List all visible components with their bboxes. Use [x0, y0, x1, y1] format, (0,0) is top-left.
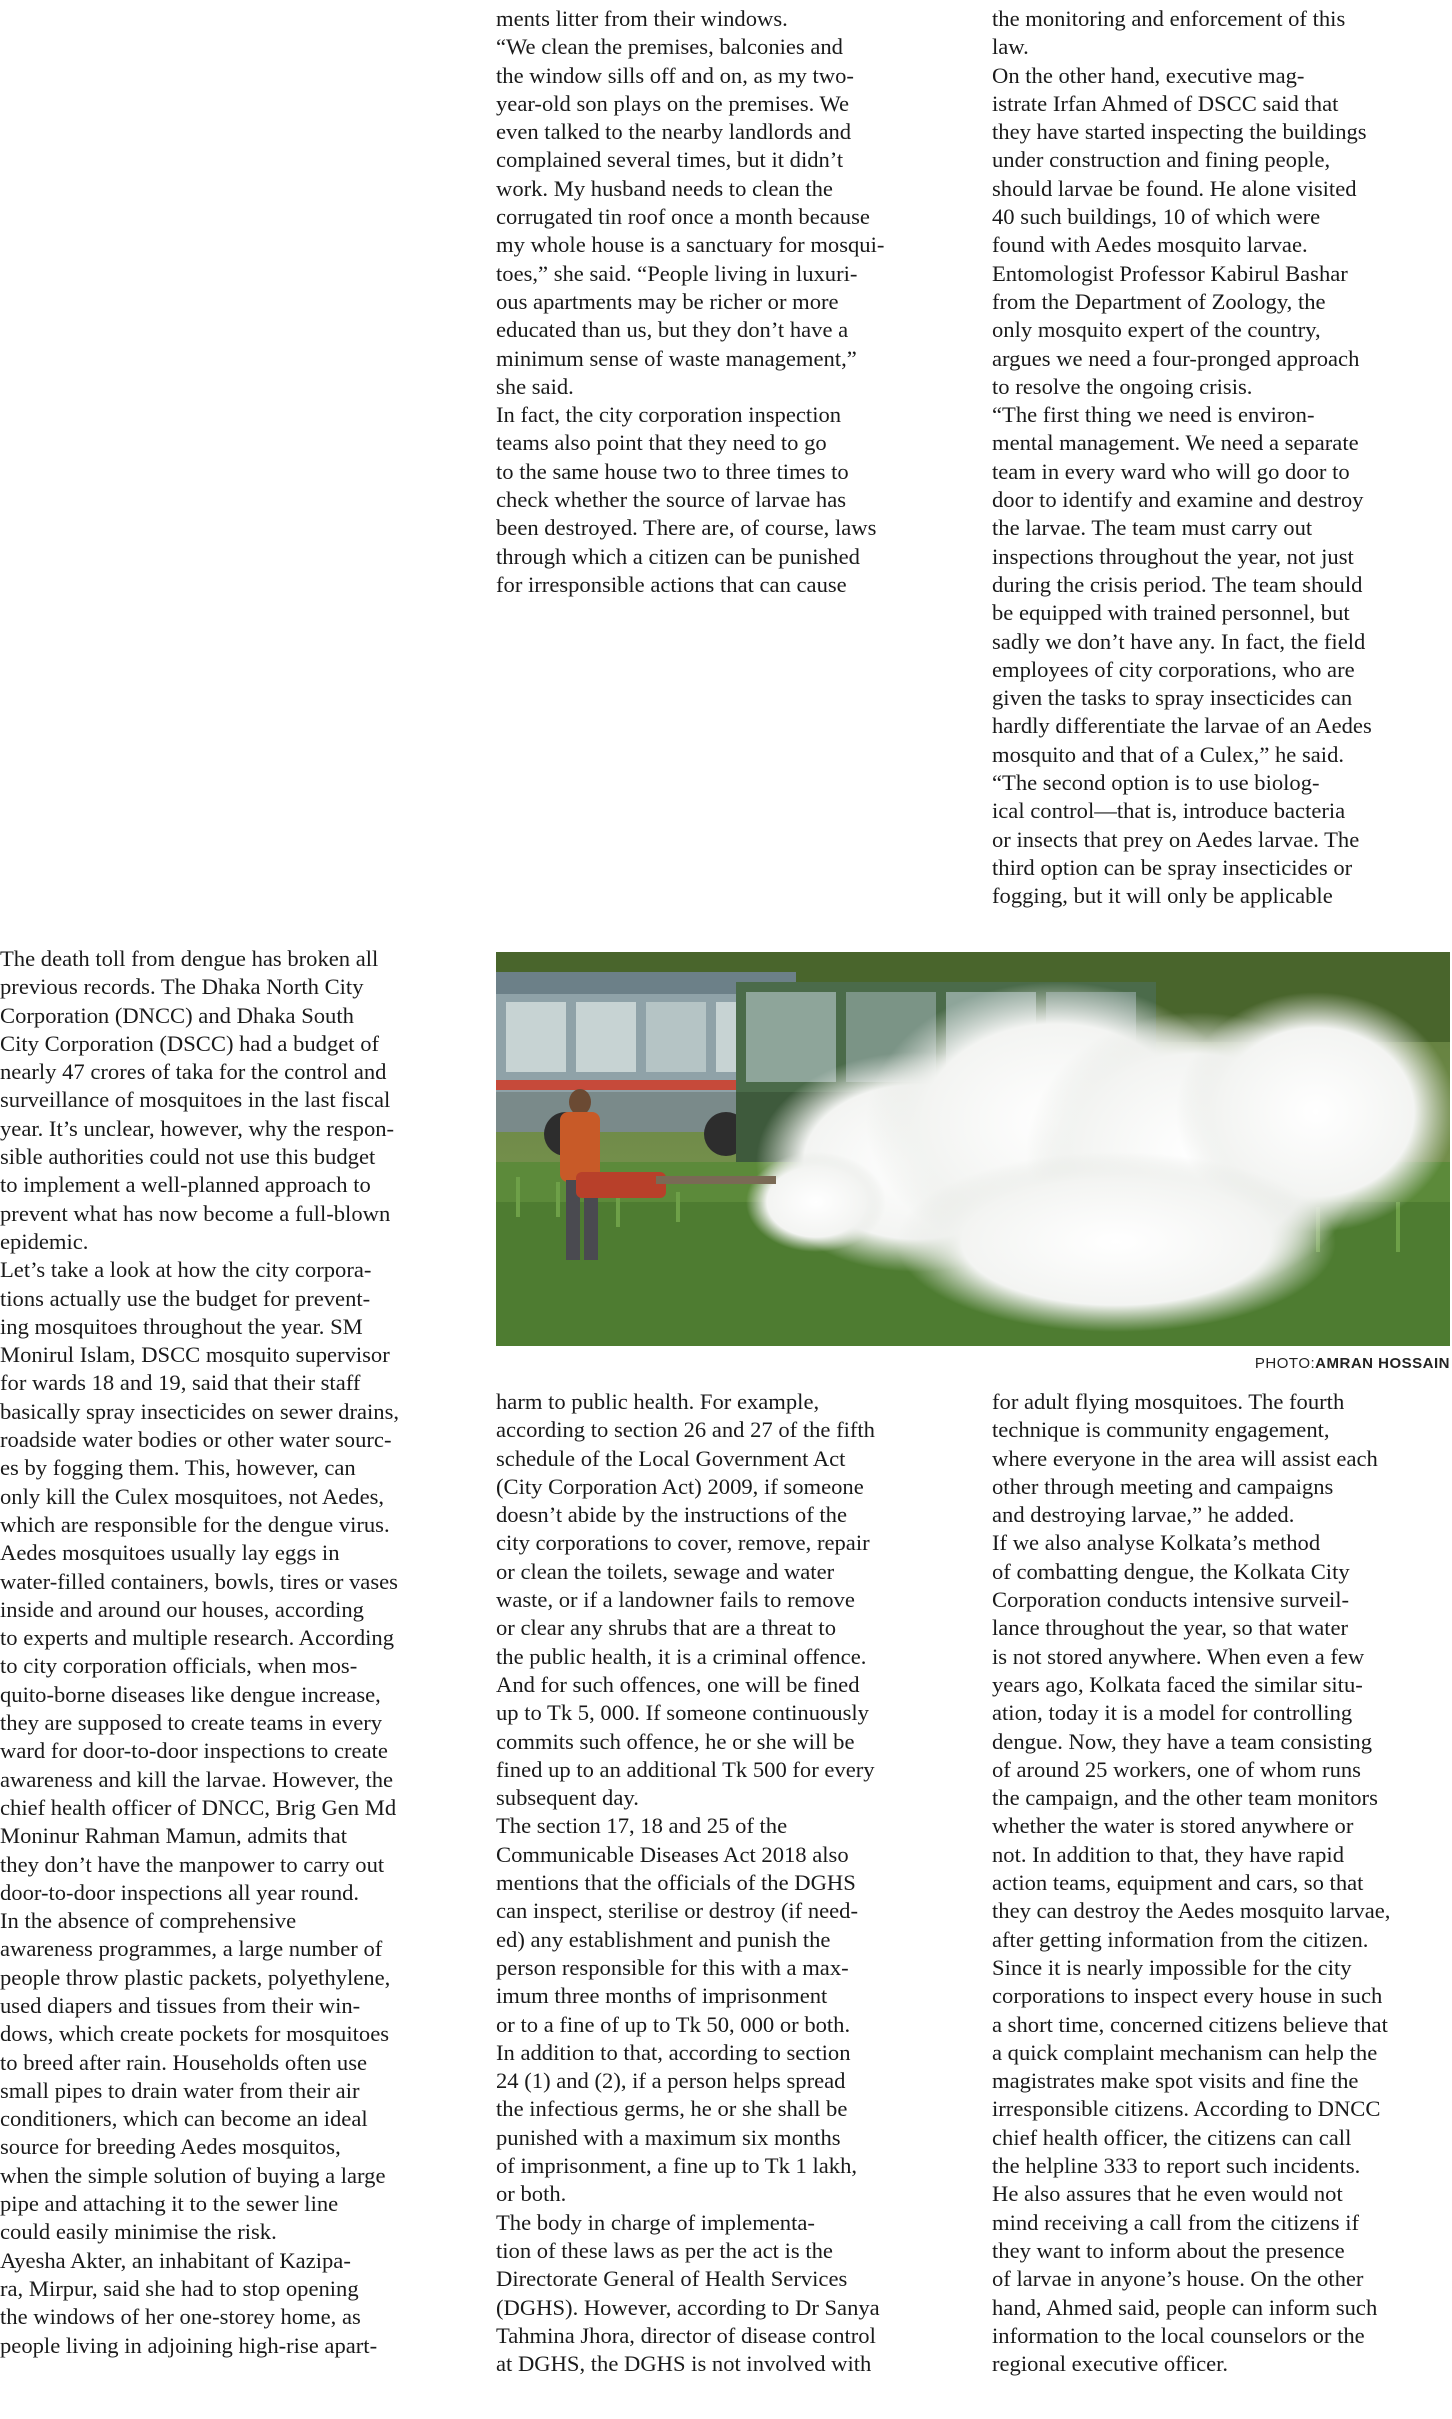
text-line: ous apartments may be richer or more — [496, 288, 839, 314]
text-line: irresponsible citizens. According to DNCC — [992, 2096, 1381, 2122]
text-line: ra, Mirpur, said she had to stop opening — [0, 2275, 359, 2301]
text-line: schedule of the Local Government Act — [496, 1445, 846, 1471]
text-line: after getting information from the citizen. — [992, 1926, 1369, 1952]
text-line: sible authorities could not use this budget — [0, 1144, 376, 1170]
text-line: lance throughout the year, so that water — [992, 1615, 1349, 1641]
text-line: es by fogging them. This, however, can — [0, 1455, 356, 1481]
text-line: year. It’s unclear, however, why the respon- — [0, 1115, 395, 1141]
text-line: Let’s take a look at how the city corpora- — [0, 1257, 372, 1283]
text-line: 24 (1) and (2), if a person helps spread — [496, 2068, 846, 2094]
text-line: a quick complaint mechanism can help the — [992, 2039, 1378, 2065]
text-line: The section 17, 18 and 25 of the — [496, 1813, 788, 1839]
text-line: “We clean the premises, balconies and — [496, 34, 843, 60]
text-line: ward for door-to-door inspections to create — [0, 1738, 388, 1764]
text-line: ical control—that is, introduce bacteria — [992, 798, 1346, 824]
text-line: from the Department of Zoology, the — [992, 288, 1326, 314]
text-line: minimum sense of waste management,” — [496, 345, 857, 371]
text-line: and destroying larvae,” he added. — [992, 1502, 1295, 1528]
text-line: waste, or if a landowner fails to remove — [496, 1587, 855, 1613]
text-line: mosquito and that of a Culex,” he said. — [992, 741, 1345, 767]
text-line: fined up to an additional Tk 500 for every — [496, 1756, 875, 1782]
text-line: people living in adjoining high-rise apart- — [0, 2332, 378, 2358]
text-line: Directorate General of Health Services — [496, 2266, 848, 2292]
text-line: the campaign, and the other team monitors — [992, 1785, 1378, 1811]
text-line: or insects that prey on Aedes larvae. The — [992, 826, 1360, 852]
text-line: employees of city corporations, who are — [992, 656, 1355, 682]
text-line: subsequent day. — [496, 1785, 639, 1811]
text-line: used diapers and tissues from their win- — [0, 1992, 361, 2018]
text-line: He also assures that he even would not — [992, 2181, 1343, 2207]
text-line: (City Corporation Act) 2009, if someone — [496, 1473, 864, 1499]
text-line: And for such offences, one will be fined — [496, 1671, 860, 1697]
text-line: my whole house is a sanctuary for mosqui- — [496, 232, 885, 258]
text-line: information to the local counselors or the — [992, 2322, 1365, 2348]
text-line: conditioners, which can become an ideal — [0, 2106, 368, 2132]
text-line: to breed after rain. Households often use — [0, 2049, 368, 2075]
text-line: city corporations to cover, remove, repair — [496, 1530, 870, 1556]
text-line: they can destroy the Aedes mosquito larvae, — [992, 1898, 1391, 1924]
text-line: ed) any establishment and punish the — [496, 1926, 831, 1952]
text-line: door-to-door inspections all year round. — [0, 1879, 360, 1905]
text-line: or clean the toilets, sewage and water — [496, 1558, 835, 1584]
text-line: corrugated tin roof once a month because — [496, 204, 870, 230]
text-line: for wards 18 and 19, said that their staff — [0, 1370, 361, 1396]
text-line: up to Tk 5, 000. If someone continuously — [496, 1700, 869, 1726]
text-line: doesn’t abide by the instructions of the — [496, 1502, 847, 1528]
text-line: action teams, equipment and cars, so that — [992, 1870, 1364, 1896]
text-line: awareness programmes, a large number of — [0, 1936, 383, 1962]
text-line: they have started inspecting the buildings — [992, 119, 1367, 145]
text-line: other through meeting and campaigns — [992, 1473, 1334, 1499]
text-line: corporations to inspect every house in such — [992, 1983, 1383, 2009]
text-line: the window sills off and on, as my two- — [496, 62, 854, 88]
text-line: even talked to the nearby landlords and — [496, 119, 852, 145]
text-line: pipe and attaching it to the sewer line — [0, 2191, 339, 2217]
text-line: regional executive officer. — [992, 2351, 1229, 2377]
text-line: Ayesha Akter, an inhabitant of Kazipa- — [0, 2247, 351, 2273]
text-line: Corporation conducts intensive surveil- — [992, 1587, 1350, 1613]
text-line: basically spray insecticides on sewer drains, — [0, 1398, 400, 1424]
text-line: In addition to that, according to section — [496, 2039, 851, 2065]
text-line: only kill the Culex mosquitoes, not Aedes, — [0, 1483, 385, 1509]
text-line: magistrates make spot visits and fine the — [992, 2068, 1359, 2094]
text-line: of around 25 workers, one of whom runs — [992, 1756, 1361, 1782]
text-line: of larvae in anyone’s house. On the other — [992, 2266, 1364, 2292]
text-line: hardly differentiate the larvae of an Aedes — [992, 713, 1372, 739]
text-line: quito-borne diseases like dengue increase, — [0, 1681, 381, 1707]
text-line: argues we need a four-pronged approach — [992, 345, 1360, 371]
text-line: Tahmina Jhora, director of disease control — [496, 2322, 876, 2348]
column-left — [0, 945, 470, 2360]
text-line: work. My husband needs to clean the — [496, 175, 833, 201]
text-line: ing mosquitoes throughout the year. SM — [0, 1313, 363, 1339]
text-line: to resolve the ongoing crisis. — [992, 373, 1253, 399]
text-line: Aedes mosquitoes usually lay eggs in — [0, 1540, 340, 1566]
text-line: to implement a well-planned approach to — [0, 1172, 371, 1198]
text-line: Entomologist Professor Kabirul Bashar — [992, 260, 1348, 286]
text-line: whether the water is stored anywhere or — [992, 1813, 1354, 1839]
text-line: people throw plastic packets, polyethylene, — [0, 1964, 391, 1990]
text-line: they don’t have the manpower to carry out — [0, 1851, 385, 1877]
text-line: under construction and fining people, — [992, 147, 1331, 173]
photo-credit-name: AMRAN HOSSAIN — [1315, 1355, 1450, 1372]
text-line: chief health officer of DNCC, Brig Gen Md — [0, 1794, 397, 1820]
text-line: prevent what has now become a full-blown — [0, 1200, 391, 1226]
text-line: Moninur Rahman Mamun, admits that — [0, 1823, 348, 1849]
text-line: On the other hand, executive mag- — [992, 62, 1305, 88]
text-line: surveillance of mosquitoes in the last fiscal — [0, 1087, 391, 1113]
text-line: complained several times, but it didn’t — [496, 147, 844, 173]
text-line: check whether the source of larvae has — [496, 487, 847, 513]
text-line: tion of these laws as per the act is the — [496, 2237, 833, 2263]
text-line: roadside water bodies or other water sourc- — [0, 1427, 392, 1453]
text-line: ments litter from their windows. — [496, 6, 788, 31]
text-line: for adult flying mosquitoes. The fourth — [992, 1389, 1345, 1414]
text-line: previous records. The Dhaka North City — [0, 974, 364, 1000]
text-line: they are supposed to create teams in every — [0, 1710, 383, 1736]
text-line: educated than us, but they don’t have a — [496, 317, 849, 343]
text-line: according to section 26 and 27 of the fifth — [496, 1417, 875, 1443]
text-line: mind receiving a call from the citizens if — [992, 2209, 1360, 2235]
text-line: she said. — [496, 373, 574, 399]
text-line: of imprisonment, a fine up to Tk 1 lakh, — [496, 2153, 858, 2179]
text-line: inside and around our houses, according — [0, 1596, 364, 1622]
text-line: they want to inform about the presence — [992, 2237, 1345, 2263]
text-line: inspections throughout the year, not just — [992, 543, 1354, 569]
text-line: toes,” she said. “People living in luxuri- — [496, 260, 858, 286]
column-right-bottom — [992, 1388, 1452, 2378]
text-line: door to identify and examine and destroy — [992, 487, 1364, 513]
text-line: awareness and kill the larvae. However, the — [0, 1766, 394, 1792]
text-line: “The first thing we need is environ- — [992, 402, 1315, 428]
text-line: the monitoring and enforcement of this — [992, 6, 1346, 31]
text-line: could easily minimise the risk. — [0, 2219, 277, 2245]
photo-credit — [1255, 1355, 1450, 1372]
text-line: is not stored anywhere. When even a few — [992, 1643, 1365, 1669]
text-line: Communicable Diseases Act 2018 also — [496, 1841, 849, 1867]
text-line: epidemic. — [0, 1228, 89, 1254]
text-line: In fact, the city corporation inspection — [496, 402, 842, 428]
text-line: The death toll from dengue has broken all — [0, 946, 379, 971]
text-line: chief health officer, the citizens can call — [992, 2124, 1352, 2150]
fogging-photo — [496, 952, 1450, 1346]
text-line: not. In addition to that, they have rapid — [992, 1841, 1345, 1867]
column-right-top — [992, 5, 1452, 911]
text-line: where everyone in the area will assist each — [992, 1445, 1378, 1471]
text-line: ation, today it is a model for controlling — [992, 1700, 1353, 1726]
text-line: year-old son plays on the premises. We — [496, 90, 850, 116]
text-line: technique is community engagement, — [992, 1417, 1330, 1443]
column-middle-top — [496, 5, 966, 599]
text-line: the windows of her one-storey home, as — [0, 2304, 361, 2330]
text-line: water-filled containers, bowls, tires or vases — [0, 1568, 398, 1594]
text-line: the helpline 333 to report such incidents. — [992, 2153, 1361, 2179]
text-line: when the simple solution of buying a large — [0, 2162, 386, 2188]
text-line: years ago, Kolkata faced the similar situ- — [992, 1671, 1363, 1697]
text-line: 40 such buildings, 10 of which were — [992, 204, 1321, 230]
text-line: “The second option is to use biolog- — [992, 770, 1320, 796]
text-line: can inspect, sterilise or destroy (if need- — [496, 1898, 858, 1924]
text-line: small pipes to drain water from their air — [0, 2077, 360, 2103]
text-line: City Corporation (DSCC) had a budget of — [0, 1030, 380, 1056]
text-line: which are responsible for the dengue virus. — [0, 1511, 390, 1537]
text-line: or to a fine of up to Tk 50, 000 or both. — [496, 2011, 851, 2037]
text-line: to city corporation officials, when mos- — [0, 1653, 358, 1679]
text-line: The body in charge of implementa- — [496, 2209, 815, 2235]
text-line: during the crisis period. The team should — [992, 571, 1363, 597]
text-line: for irresponsible actions that can cause — [496, 571, 847, 597]
text-line: Since it is nearly impossible for the city — [992, 1954, 1352, 1980]
text-line: mentions that the officials of the DGHS — [496, 1870, 856, 1896]
text-line: law. — [992, 34, 1029, 60]
text-line: the public health, it is a criminal offence. — [496, 1643, 867, 1669]
text-line: teams also point that they need to go — [496, 430, 827, 456]
text-line: team in every ward who will go door to — [992, 458, 1350, 484]
text-line: punished with a maximum six months — [496, 2124, 841, 2150]
text-line: to the same house two to three times to — [496, 458, 849, 484]
text-line: the larvae. The team must carry out — [992, 515, 1313, 541]
text-line: fogging, but it will only be applicable — [992, 883, 1333, 909]
text-line: dows, which create pockets for mosquitoes — [0, 2021, 390, 2047]
text-line: imum three months of imprisonment — [496, 1983, 828, 2009]
text-line: through which a citizen can be punished — [496, 543, 860, 569]
text-line: Monirul Islam, DSCC mosquito supervisor — [0, 1342, 390, 1368]
text-line: or both. — [496, 2181, 567, 2207]
text-line: third option can be spray insecticides or — [992, 854, 1353, 880]
text-line: or clear any shrubs that are a threat to — [496, 1615, 837, 1641]
text-line: commits such offence, he or she will be — [496, 1728, 855, 1754]
text-line: (DGHS). However, according to Dr Sanya — [496, 2294, 880, 2320]
text-line: be equipped with trained personnel, but — [992, 600, 1350, 626]
text-line: only mosquito expert of the country, — [992, 317, 1321, 343]
text-line: In the absence of comprehensive — [0, 1908, 297, 1934]
text-line: should larvae be found. He alone visited — [992, 175, 1357, 201]
text-line: to experts and multiple research. According — [0, 1625, 395, 1651]
text-line: found with Aedes mosquito larvae. — [992, 232, 1308, 258]
text-line: person responsible for this with a max- — [496, 1954, 849, 1980]
text-line: istrate Irfan Ahmed of DSCC said that — [992, 90, 1339, 116]
text-line: at DGHS, the DGHS is not involved with — [496, 2351, 872, 2377]
column-middle-bottom — [496, 1388, 966, 2378]
text-line: the infectious germs, he or she shall be — [496, 2096, 848, 2122]
text-line: given the tasks to spray insecticides can — [992, 685, 1353, 711]
text-line: harm to public health. For example, — [496, 1389, 820, 1414]
text-line: of combatting dengue, the Kolkata City — [992, 1558, 1350, 1584]
text-line: mental management. We need a separate — [992, 430, 1359, 456]
text-line: tions actually use the budget for prevent- — [0, 1285, 371, 1311]
text-line: Corporation (DNCC) and Dhaka South — [0, 1002, 354, 1028]
text-line: nearly 47 crores of taka for the control and — [0, 1059, 387, 1085]
text-line: If we also analyse Kolkata’s method — [992, 1530, 1321, 1556]
text-line: hand, Ahmed said, people can inform such — [992, 2294, 1378, 2320]
text-line: sadly we don’t have any. In fact, the field — [992, 628, 1366, 654]
text-line: source for breeding Aedes mosquitos, — [0, 2134, 341, 2160]
text-line: dengue. Now, they have a team consisting — [992, 1728, 1373, 1754]
text-line: a short time, concerned citizens believe that — [992, 2011, 1388, 2037]
text-line: been destroyed. There are, of course, laws — [496, 515, 877, 541]
photo-credit-prefix: PHOTO: — [1254, 1355, 1316, 1372]
